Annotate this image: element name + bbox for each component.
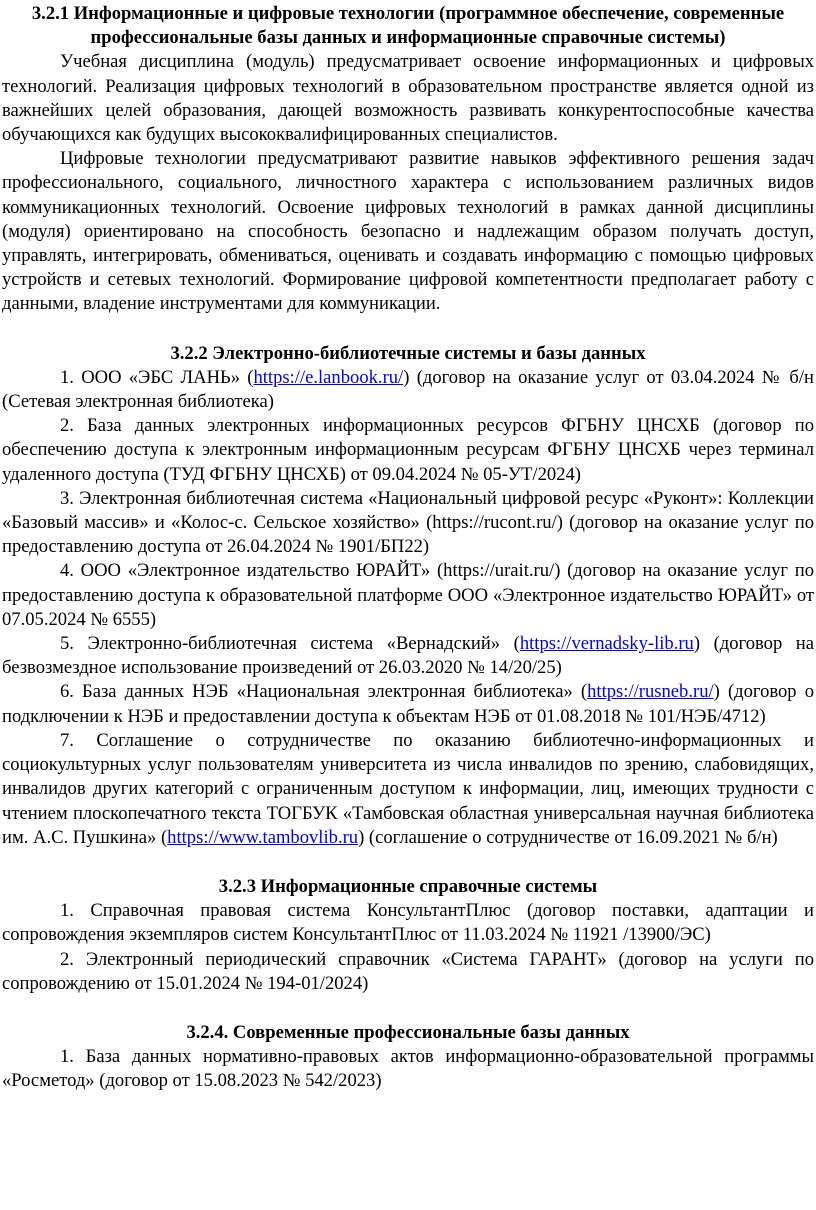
paragraph-digital-tech-intro: Учебная дисциплина (модуль) предусматривает освоение информационных и цифровых технологий. Реализация цифровых технологий в образовательном пространстве является одной из важнейших целей образования, дающей возможность развивать конкурентоспособные качества обучающихся как будущих высококвалифицированных специалистов. bbox=[2, 51, 814, 146]
link-vernadsky[interactable]: https://vernadsky-lib.ru bbox=[519, 633, 694, 655]
link-lanbook[interactable]: https://e.lanbook.ru/ bbox=[253, 366, 404, 388]
list-item-cnshb: 2. База данных электронных информационных ресурсов ФГБНУ ЦНСХБ (договор по обеспечению доступа к электронным информационным ресурсам ФГБНУ ЦНСХБ через терминал удаленного доступа (ТУД ФГБНУ ЦНСХБ) от 09.04.2024 № 05-УТ/2024) bbox=[2, 415, 814, 485]
list-item-urait: 4. ООО «Электронное издательство ЮРАЙТ» (https://urait.ru/) (договор на оказание услуг по предоставлению доступа к образовательной платформе ООО «Электронное издательство ЮРАЙТ» от 07.05.2024 № 6555) bbox=[2, 560, 814, 630]
list-item-rosmetod: 1. База данных нормативно-правовых актов информационно-образовательной программы «Росметод» (договор от 15.08.2023 № 542/2023) bbox=[2, 1046, 814, 1092]
link-rusneb[interactable]: https://rusneb.ru/ bbox=[587, 681, 714, 703]
list-item-consultant: 1. Справочная правовая система КонсультантПлюс (договор поставки, адаптации и сопровождения экземпляров систем КонсультантПлюс от 11.03.2024 № 11921 /13900/ЭС) bbox=[2, 900, 814, 946]
spacer bbox=[2, 996, 814, 1021]
list-item-garant: 2. Электронный периодический справочник «Система ГАРАНТ» (договор на услуги по сопровождению от 15.01.2024 № 194-01/2024) bbox=[2, 948, 814, 994]
section-heading-3-2-2: 3.2.2 Электронно-библиотечные системы и базы данных bbox=[170, 342, 646, 364]
paragraph-digital-tech-skills: Цифровые технологии предусматривают развитие навыков эффективного решения задач профессионального, социального, личностного характера с использованием различных видов коммуникационных технологий. Освоение цифровых технологий в рамках данной дисциплины (модуля) ориентировано на способность безопасно и надлежащим образом получать доступ, управлять, интегрировать, обмениваться, оценивать и создавать информацию с помощью цифровых устройств и сетевых технологий. Формирование цифровой компетентности предполагает работу с данными, владение инструментами для коммуникации. bbox=[2, 148, 814, 315]
list-item-neb: 6. База данных НЭБ «Национальная электронная библиотека» (https://rusneb.ru/) (договор о подключении к НЭБ и предоставлении доступа к объектам НЭБ от 01.08.2018 № 101/НЭБ/4712) bbox=[2, 681, 814, 727]
spacer bbox=[2, 317, 814, 342]
section-heading-3-2-3: 3.2.3 Информационные справочные системы bbox=[218, 875, 598, 897]
section-heading-3-2-1: 3.2.1 Информационные и цифровые технологии (программное обеспечение, современные профессиональные базы данных и информационные справочные системы) bbox=[31, 3, 785, 49]
list-item-rucont: 3. Электронная библиотечная система «Национальный цифровой ресурс «Руконт»: Коллекции «Базовый массив» и «Колос-с. Сельское хозяйство» (https://rucont.ru/) (договор на оказание услуг по предоставлению доступа от 26.04.2024 № 1901/БП22) bbox=[2, 487, 814, 558]
section-heading-3-2-4: 3.2.4. Современные профессиональные базы данных bbox=[186, 1021, 630, 1043]
list-item-tambovlib: 7. Соглашение о сотрудничестве по оказанию библиотечно-информационных и социокультурных услуг пользователям университета из числа инвалидов по зрению, слабовидящих, инвалидов других категорий с ограниченным доступом к информации, лиц, имеющих трудности с чтением плоскопечатного текста ТОГБУК «Тамбовская областная универсальная научная библиотека им. А.С. Пушкина» (https://www.tambovlib.ru) (соглашение о сотрудничестве от 16.09.2021 № б/н) bbox=[2, 729, 814, 848]
spacer bbox=[2, 850, 814, 875]
list-item-vernadsky: 5. Электронно-библиотечная система «Вернадский» (https://vernadsky-lib.ru) (договор на безвозмездное использование произведений от 26.03.2020 № 14/20/25) bbox=[2, 633, 814, 679]
link-tambovlib[interactable]: https://www.tambovlib.ru bbox=[167, 826, 359, 848]
list-item-lan: 1. ООО «ЭБС ЛАНЬ» (https://e.lanbook.ru/) (договор на оказание услуг от 03.04.2024 № б/н (Сетевая электронная библиотека) bbox=[2, 366, 814, 413]
